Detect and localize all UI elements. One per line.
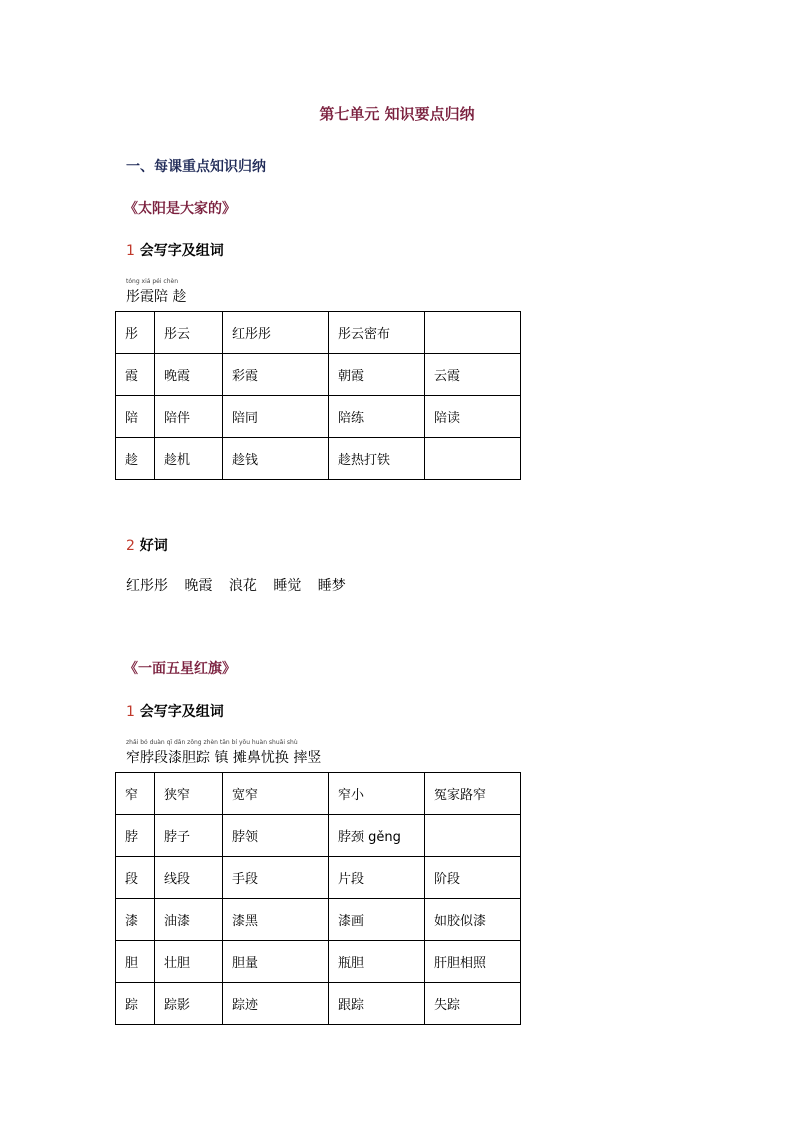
pinyin-line: tóng xiá péi chèn (126, 278, 179, 285)
table-cell-character: 趁 (116, 438, 155, 480)
table-cell-word: 阶段 (425, 857, 521, 899)
table-cell-word: 彩霞 (223, 354, 329, 396)
table-cell-word: 晚霞 (155, 354, 223, 396)
table-cell-word: 踪迹 (223, 983, 329, 1025)
table-cell-word: 陪读 (425, 396, 521, 438)
table-cell-word: 手段 (223, 857, 329, 899)
table-cell-word: 失踪 (425, 983, 521, 1025)
table-cell-character: 彤 (116, 312, 155, 354)
table-cell-word: 脖领 (223, 815, 329, 857)
table-cell-word: 彤云密布 (329, 312, 425, 354)
table-row (116, 773, 521, 815)
table-cell-word: 线段 (155, 857, 223, 899)
table-cell-word: 陪练 (329, 396, 425, 438)
table-cell-word: 红彤彤 (223, 312, 329, 354)
table-cell-word: 跟踪 (329, 983, 425, 1025)
characters-line: 窄脖段漆胆踪 镇 摊鼻忧换 摔竖 (126, 750, 322, 766)
table-cell-word: 狭窄 (155, 773, 223, 815)
table-cell-character: 霞 (116, 354, 155, 396)
table-cell-word: 云霞 (425, 354, 521, 396)
table-row (116, 899, 521, 941)
table-cell-word: 脖颈 gěng (329, 815, 425, 857)
table-cell-word: 踪影 (155, 983, 223, 1025)
table-cell-word: 脖子 (155, 815, 223, 857)
table-row (116, 354, 521, 396)
table-cell-word: 窄小 (329, 773, 425, 815)
table-cell-character: 脖 (116, 815, 155, 857)
table-cell-word: 如胶似漆 (425, 899, 521, 941)
table-cell-character: 段 (116, 857, 155, 899)
table-row (116, 857, 521, 899)
subheading-label: 会写字及组词 (134, 704, 224, 720)
table-cell-word: 冤家路窄 (425, 773, 521, 815)
subheading-label: 好词 (134, 538, 168, 554)
good-words-line: 红彤彤 晚霞 浪花 睡觉 睡梦 (126, 578, 346, 594)
table-cell-word: 陪同 (223, 396, 329, 438)
table-row (116, 312, 521, 354)
pinyin-line: zhǎi bó duàn qī dǎn zōng zhèn tān bí yōu huàn shuǎi shù (126, 739, 298, 746)
table-cell-character: 漆 (116, 899, 155, 941)
table-cell-character: 陪 (116, 396, 155, 438)
table-cell-word: 片段 (329, 857, 425, 899)
table-cell-word (425, 438, 521, 480)
table-cell-character: 胆 (116, 941, 155, 983)
subheading-number: 2 (126, 538, 135, 554)
subheading-good-words (126, 535, 168, 555)
subheading-label: 会写字及组词 (134, 243, 224, 259)
table-cell-word: 趁热打铁 (329, 438, 425, 480)
table-row (116, 396, 521, 438)
table-row (116, 983, 521, 1025)
table-cell-word: 趁机 (155, 438, 223, 480)
subheading-writing (126, 701, 224, 721)
table-cell-word: 趁钱 (223, 438, 329, 480)
table-cell-word: 朝霞 (329, 354, 425, 396)
table-cell-word: 漆画 (329, 899, 425, 941)
table-cell-word: 油漆 (155, 899, 223, 941)
lesson-title: 《太阳是大家的》 (124, 201, 236, 217)
table-row (116, 941, 521, 983)
subheading-number: 1 (126, 243, 135, 259)
characters-line: 彤霞陪 趁 (126, 289, 187, 305)
lesson-title: 《一面五星红旗》 (124, 661, 236, 677)
subheading-writing (126, 240, 224, 260)
table-cell-character: 窄 (116, 773, 155, 815)
table-cell-word: 肝胆相照 (425, 941, 521, 983)
table-cell-character: 踪 (116, 983, 155, 1025)
section-heading: 一、每课重点知识归纳 (126, 159, 266, 175)
table-cell-word: 宽窄 (223, 773, 329, 815)
table-cell-word: 陪伴 (155, 396, 223, 438)
table-cell-word: 壮胆 (155, 941, 223, 983)
table-row (116, 815, 521, 857)
table-cell-word: 漆黑 (223, 899, 329, 941)
subheading-number: 1 (126, 704, 135, 720)
table-row (116, 438, 521, 480)
word-table (115, 311, 521, 480)
table-cell-word (425, 815, 521, 857)
word-table (115, 772, 521, 1025)
table-cell-word: 胆量 (223, 941, 329, 983)
table-cell-word: 彤云 (155, 312, 223, 354)
page-title: 第七单元 知识要点归纳 (319, 105, 475, 123)
table-cell-word: 瓶胆 (329, 941, 425, 983)
table-cell-word (425, 312, 521, 354)
